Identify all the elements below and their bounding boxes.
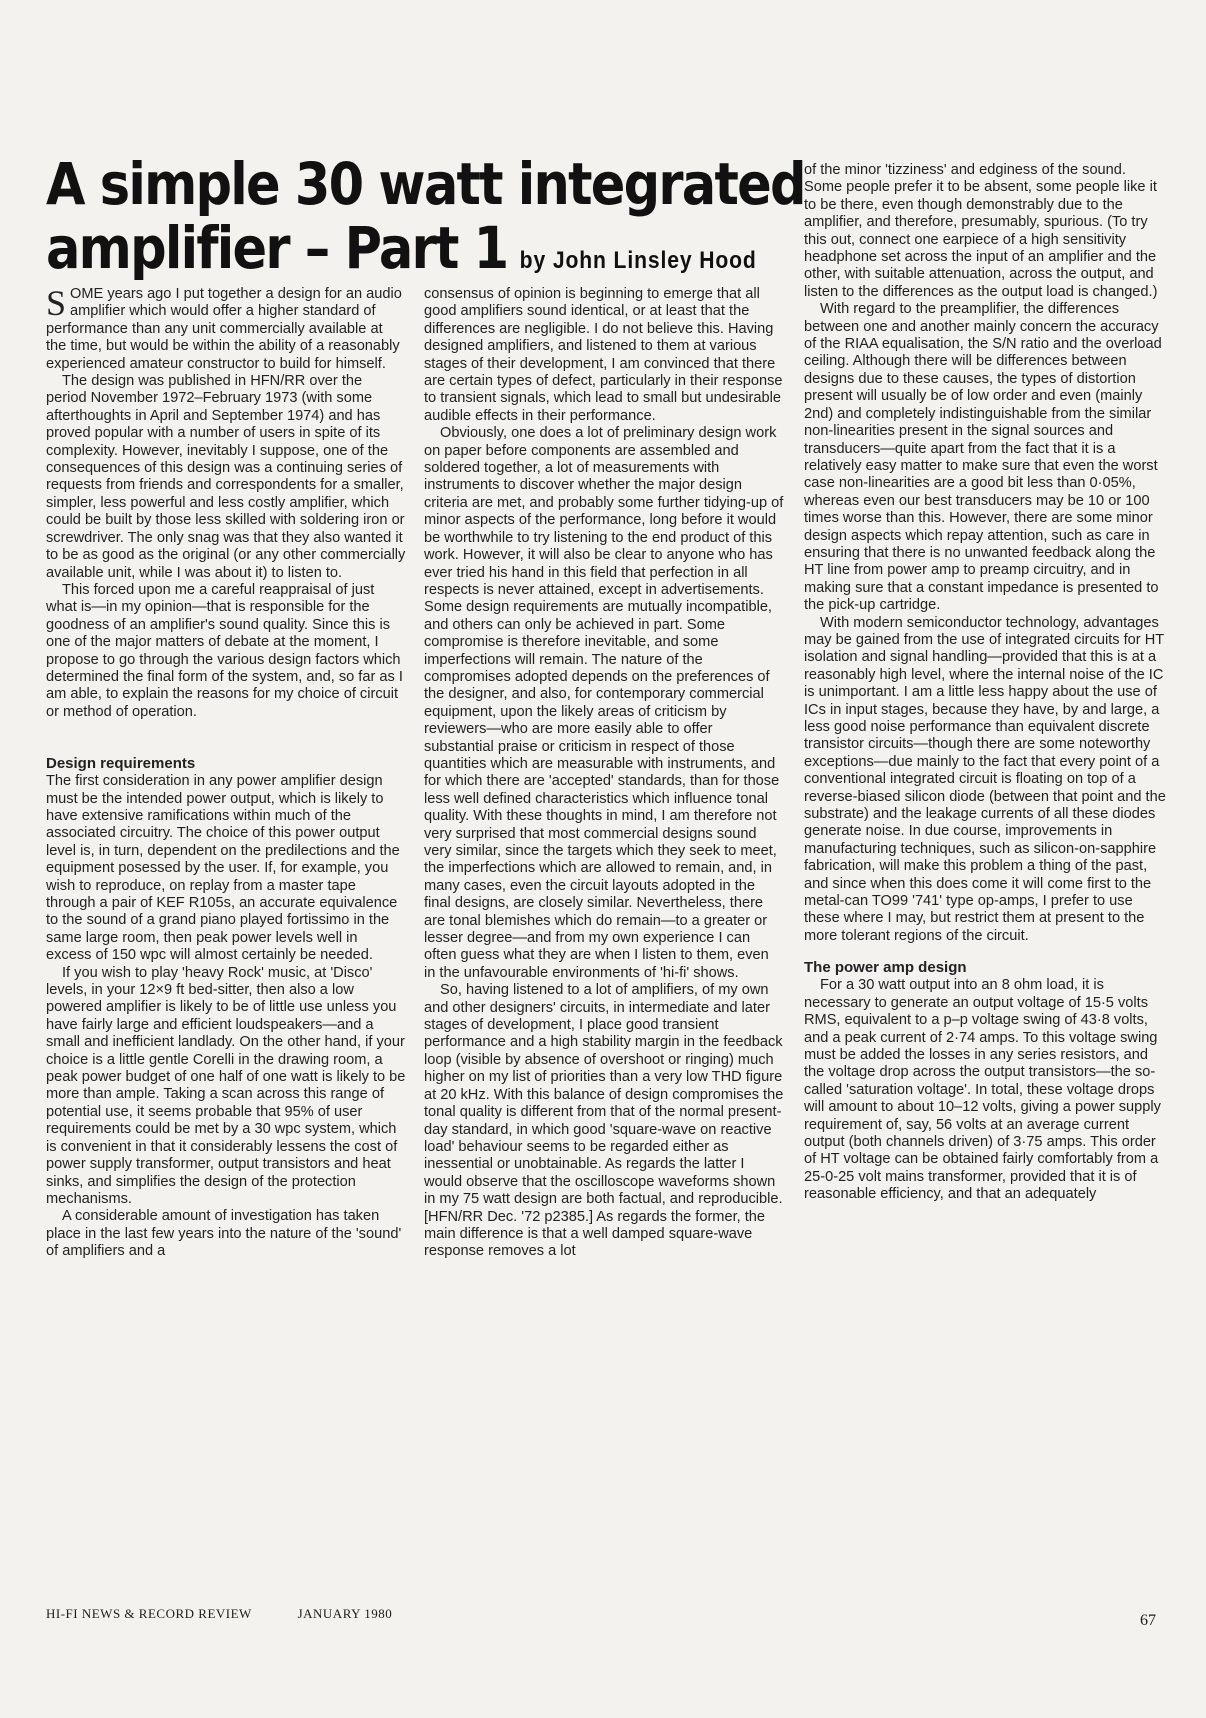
column-3: [804, 162, 1166, 1204]
page-footer: [46, 1606, 434, 1622]
title-line-2-text: amplifier – Part 1: [46, 214, 508, 282]
section-heading: Design requirements: [46, 755, 196, 773]
magazine-name: HI-FI NEWS & RECORD REVIEW: [46, 1606, 252, 1621]
paragraph: consensus of opinion is beginning to emerge that all good amplifiers sound identical, or at least that the differences are negligible. I do not believe this. Having designed amplifiers, and listened to them at various stages of their development, I am convinced that there are certain types of defect, particularly in their response to transient signals, which lead to small but undesirable audible effects in their performance.: [424, 286, 783, 424]
section-heading: The power amp design: [804, 959, 967, 977]
paragraph: With regard to the preamplifier, the differences between one and another mainly concern the accuracy of the RIAA equalisation, the S/N ratio and the overload ceiling. Although there will be differences between designs due to these causes, the types of distortion present will usually be of low order and even (mainly 2nd) and completely indistinguishable from the similar non-linearities present in the signal sources and transducers—quite apart from the fact that it is a relatively easy matter to make sure that even the worst case non-linearities are a good bit less than 0·05%, whereas even our best transducers may be 10 or 100 times worse than this. However, there are some minor design aspects which repay attention, such as care in ensuring that there is no unwanted feedback along the HT line from power amp to preamp circuitry, and in making sure that a constant impedance is presented to the pick-up cartridge.: [804, 301, 1162, 614]
paragraph-text: OME years ago I put together a design for an audio amplifier which would offer a higher standard of performance than any unit commercially available at the time, but would be within the ability of a reasonably experienced amateur constructor to build for himself.: [46, 286, 402, 372]
paragraph: This forced upon me a careful reappraisal of just what is—in my opinion—that is responsible for the goodness of an amplifier's sound quality. Since this is one of the major matters of debate at the moment, I propose to go through the various design factors which determined the final form of the system, and, so far as I am able, to explain the reasons for my choice of circuit or method of operation.: [46, 581, 403, 720]
page-number: 67: [1140, 1612, 1156, 1629]
column-2: [424, 286, 784, 1261]
paragraph: If you wish to play 'heavy Rock' music, at 'Disco' levels, in your 12×9 ft bed-sitter, then also a low powered amplifier is likely to be of little use unless you have fairly large and efficient loudspeakers—and a small and inefficient landlady. On the other hand, if your choice is a little gentle Corelli in the drawing room, a peak power budget of one half of one watt is likely to be more than ample. Taking a scan across this range of potential use, it seems probable that 95% of user requirements could be met by a 30 wpc system, which is convenient in that it considerably lessens the cost of power supply transformer, output transistors and heat sinks, and simplifies the design of the protection mechanisms.: [46, 964, 406, 1207]
drop-cap: S: [46, 283, 67, 323]
paragraph: For a 30 watt output into an 8 ohm load, it is necessary to generate an output voltage of 15·5 volts RMS, equivalent to a p–p voltage swing of 43·8 volts, and a peak current of 2·74 amps. To this voltage swing must be added the losses in any series resistors, and the voltage drop across the output transistors—the so-called 'saturation voltage'. In total, these voltage drops will amount to about 10–12 volts, giving a power supply requirement of, say, 56 volts at an average current output (both channels driven) of 3·75 amps. This order of HT voltage can be obtained fairly comfortably from a 25-0-25 volt mains transformer, provided that it is of reasonable efficiency, and that an adequately: [804, 977, 1161, 1203]
issue-date: JANUARY 1980: [297, 1606, 393, 1621]
byline: by John Linsley Hood: [519, 247, 757, 274]
paragraph: With modern semiconductor technology, advantages may be gained from the use of integrated circuits for HT isolation and signal handling—provided that this is at a reasonably high level, where the internal noise of the IC is unimportant. I am a little less happy about the use of ICs in input stages, because they have, by and large, a less good noise performance than equivalent discrete transistor circuits—though there are some noteworthy exceptions—due mainly to the fact that every point of a conventional integrated circuit is floating on top of a reverse-biased silicon diode (between that point and the substrate) and the leakage currents of all these diodes generate noise. In due course, improvements in manufacturing techniques, such as silicon-on-sapphire fabrication, will make this problem a thing of the past, and since when this does come it will come first to the metal-can TO99 '741' type op-amps, I prefer to use these where I may, but restrict them at present to the more tolerant regions of the circuit.: [804, 614, 1166, 944]
paragraph: [46, 283, 406, 373]
paragraph: Obviously, one does a lot of preliminary design work on paper before components are assembled and soldered together, a lot of measurements with instruments to discover whether the major design criteria are met, and probably some further tidying-up of minor aspects of the performance, long before it would be worthwhile to try listening to the end product of this work. However, it will also be clear to anyone who has ever tried his hand in this field that perfection in all respects is never attained, except in advertisements. Some design requirements are mutually incompatible, and others can only be achieved in part. Some compromise is therefore inevitable, and some imperfections will remain. The nature of the compromises adopted depends on the preferences of the designer, and also, for contemporary commercial equipment, upon the likely areas of criticism by reviewers—who are more easily able to offer substantial praise or criticism in respect of those quantities which are measurable with instruments, and for which there are 'accepted' standards, than for those less well defined characteristics which influence tonal quality. With these thoughts in mind, I am therefore not very surprised that most commercial designs sound very similar, since the targets which they seek to meet, the imperfections which are allowed to remain, and, in many cases, even the circuit layouts adopted in the final designs, are closely similar. Nevertheless, there are tonal blemishes which do remain—to a greater or lesser degree—and from my own experience I can often guess what they are when I listen to them, even in the unfavourable environments of 'hi-fi' shows.: [424, 425, 784, 981]
title-line-1: A simple 30 watt integrated: [46, 150, 805, 218]
paragraph: The first consideration in any power amplifier design must be the intended power output, which is likely to have extensive ramifications within much of the associated circuitry. The choice of this power output level is, in turn, dependent on the predilections and the equipment posessed by the user. If, for example, you wish to reproduce, on replay from a master tape through a pair of KEF R105s, an accurate equivalence to the sound of a grand piano played fortissimo in the same large room, then peak power levels well in excess of 150 wpc will almost certainly be needed.: [46, 773, 400, 964]
paragraph: The design was published in HFN/RR over the period November 1972–February 1973 (with some afterthoughts in April and September 1974) and has proved popular with a number of users in spite of its complexity. However, inevitably I suppose, one of the consequences of this design was a continuing series of requests from friends and correspondents for a smaller, simpler, less powerful and less costly amplifier, which could be built by those less skilled with soldering iron or screwdriver. The only snag was that they also wanted it to be as good as the original (or any other commercially available unit, while I was about it) to listen to.: [46, 373, 406, 581]
title-line-2: [46, 214, 757, 293]
paragraph: So, having listened to a lot of amplifiers, of my own and other designers' circuits, in intermediate and later stages of development, I place good transient performance and a high stability margin in the feedback loop (visible by absence of overshoot or ringing) much higher on my list of priorities than a very low THD figure at 20 kHz. With this balance of design compromises the tonal quality is different from that of the normal present-day standard, in which good 'square-wave on reactive load' behaviour seems to be regarded either as inessential or unobtainable. As regards the latter I would observe that the oscilloscope waveforms shown in my 75 watt design are both factual, and reproducible. [HFN/RR Dec. '72 p2385.] As regards the former, the main difference is that a well damped square-wave response removes a lot: [424, 982, 784, 1260]
paragraph: A considerable amount of investigation has taken place in the last few years into the nature of the 'sound' of amplifiers and a: [46, 1208, 402, 1260]
paragraph: of the minor 'tizziness' and edginess of the sound. Some people prefer it to be absent, some people like it to be there, even though demonstrably due to the amplifier, and therefore, presumably, spurious. (To try this out, connect one earpiece of a high sensitivity headphone set across the input of an amplifier and the other, with suitable attenuation, across the output, and listen to the differences as the output load is changed.): [804, 162, 1158, 300]
article-title: [46, 150, 805, 293]
column-1: [46, 283, 406, 1261]
